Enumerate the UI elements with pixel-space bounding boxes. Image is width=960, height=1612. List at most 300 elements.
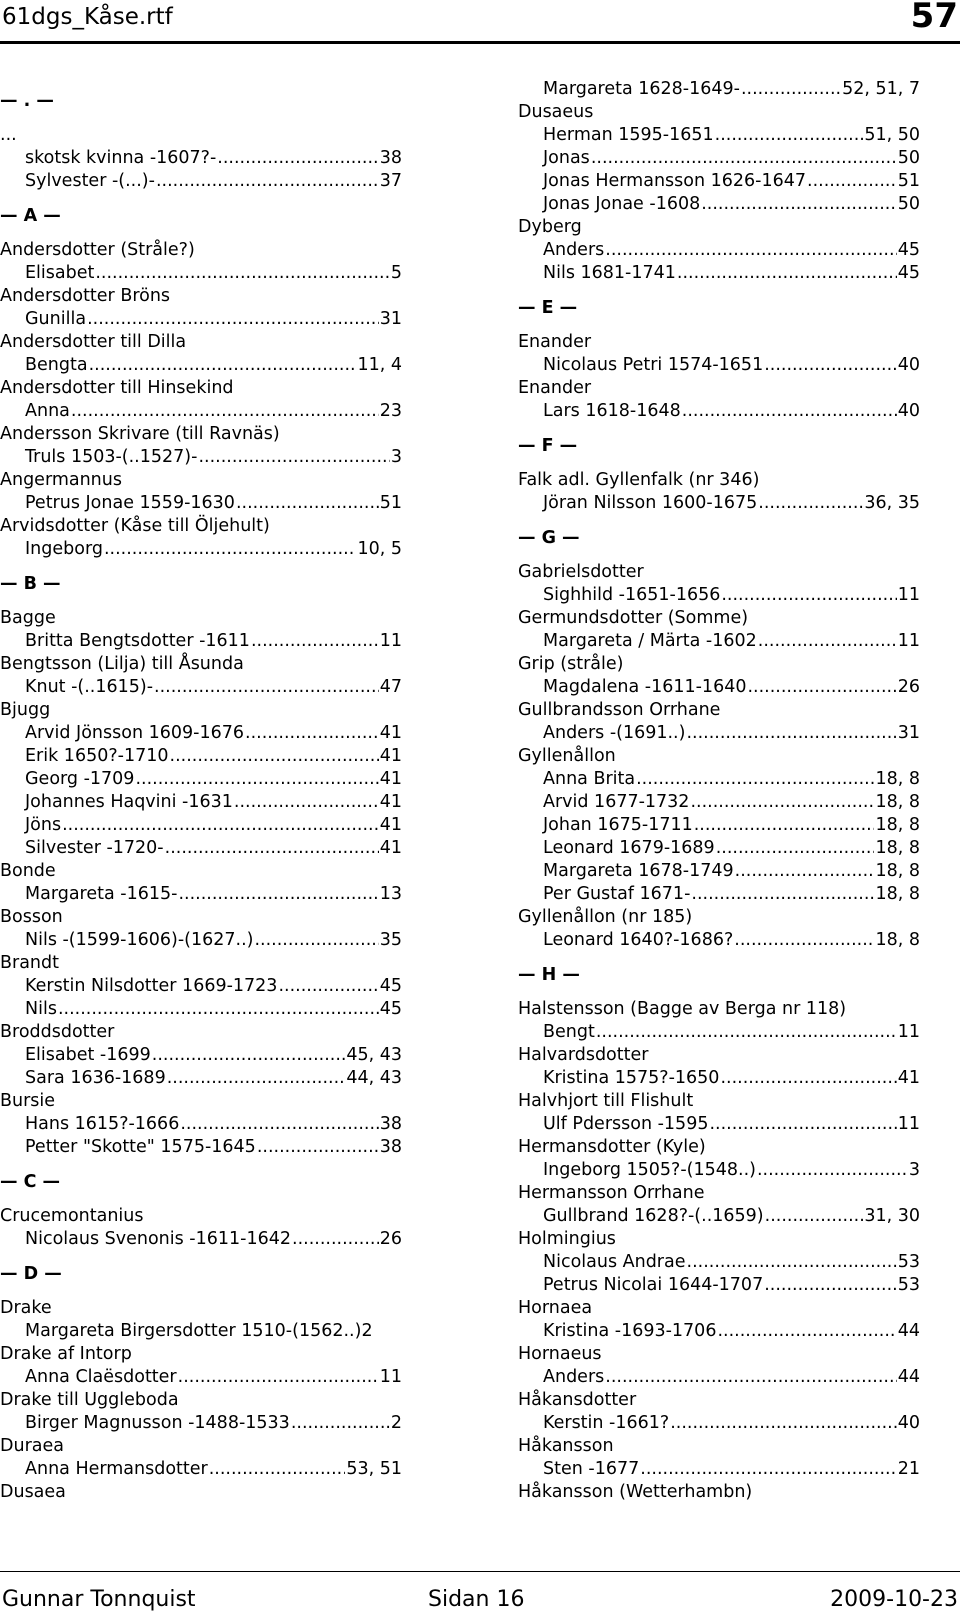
entry-pages: 11 (897, 585, 920, 605)
entry-pages: 35 (379, 930, 402, 950)
index-entry (0, 1412, 402, 1435)
entry-name: Bengt (543, 1022, 595, 1042)
entry-pages: 47 (379, 677, 402, 697)
entry-name: Johannes Haqvini -1631 (25, 792, 233, 812)
entry-name: Kristina 1575?-1650 (543, 1068, 720, 1088)
entry-name: Anna Hermansdotter (25, 1459, 208, 1479)
entry-pages: 31, 30 (864, 1206, 920, 1226)
entry-pages: 38 (379, 1137, 402, 1157)
entry-name: Hans 1615?-1666 (25, 1114, 180, 1134)
footer-date: 2009-10-23 (830, 1587, 958, 1612)
entry-pages: 52, 51, 7 (842, 79, 920, 99)
dot-leader (71, 400, 379, 423)
entry-name: Anders (543, 240, 605, 260)
entry-pages: 11 (897, 1022, 920, 1042)
surname-heading: Gabrielsdotter (518, 562, 644, 582)
dot-leader (209, 1458, 346, 1481)
entry-name: Herman 1595-1651 (543, 125, 714, 145)
page-footer (0, 1575, 960, 1611)
entry-name: Nicolaus Andrae (543, 1252, 686, 1272)
index-column-right (518, 78, 920, 1504)
dot-leader (686, 722, 896, 745)
entry-name: Bengta (25, 355, 88, 375)
dot-leader (257, 1136, 379, 1159)
surname-heading: Bjugg (0, 700, 51, 720)
index-entry (0, 1458, 402, 1481)
letter-heading: — C — (0, 1172, 61, 1192)
entry-pages: 38 (379, 148, 402, 168)
entry-pages: 45 (897, 240, 920, 260)
index-entry (518, 1113, 920, 1136)
index-entry (0, 768, 402, 791)
entry-pages: 18, 8 (875, 838, 920, 858)
entry-name: Silvester -1720- (25, 838, 164, 858)
entry-pages: 18, 8 (875, 930, 920, 950)
index-entry (518, 722, 920, 745)
surname-heading: Enander (518, 378, 592, 398)
index-entry (518, 78, 920, 101)
index-entry (0, 630, 402, 653)
index-entry (0, 814, 402, 837)
entry-pages: 40 (897, 1413, 920, 1433)
entry-name: Truls 1503-(..1527)- (25, 447, 198, 467)
dot-leader (236, 492, 379, 515)
footer-rule (0, 1571, 960, 1572)
surname-heading: Dyberg (518, 217, 582, 237)
surname-heading: Bosson (0, 907, 63, 927)
index-entry (0, 147, 402, 170)
index-entry (518, 1021, 920, 1044)
index-entry (0, 929, 402, 952)
surname-heading: Hornaeus (518, 1344, 602, 1364)
entry-name: Sten -1677 (543, 1459, 640, 1479)
page-number: 57 (910, 0, 958, 36)
entry-name: Margareta 1628-1649- (543, 79, 740, 99)
dot-leader (807, 170, 897, 193)
index-entry (518, 1274, 920, 1297)
index-entry (0, 1320, 402, 1343)
entry-pages: 41 (379, 723, 402, 743)
entry-name: Petrus Jonae 1559-1630 (25, 493, 235, 513)
entry-name: Nicolaus Svenonis -1611-1642 (25, 1229, 292, 1249)
dot-leader (735, 860, 875, 883)
entry-name: Margareta -1615- (25, 884, 178, 904)
index-entry (0, 1228, 402, 1251)
surname-heading: Bengtsson (Lilja) till Åsunda (0, 654, 244, 674)
index-entry (0, 837, 402, 860)
entry-pages: 11 (379, 631, 402, 651)
entry-pages: 41 (379, 815, 402, 835)
entry-pages: 11 (897, 1114, 920, 1134)
dot-leader (764, 1274, 897, 1297)
entry-pages: 45, 43 (346, 1045, 402, 1065)
index-entry (0, 400, 402, 423)
entry-name: Lars 1618-1648 (543, 401, 681, 421)
dot-leader (747, 676, 896, 699)
entry-name: Jonas (543, 148, 590, 168)
header-rule (0, 41, 960, 44)
dot-leader (245, 722, 379, 745)
entry-name: Per Gustaf 1671- (543, 884, 691, 904)
index-entry (0, 538, 402, 561)
entry-name: Georg -1709 (25, 769, 135, 789)
surname-heading: Håkansson (Wetterhambn) (518, 1482, 753, 1502)
entry-name: Arvid 1677-1732 (543, 792, 690, 812)
dot-leader (89, 354, 357, 377)
entry-pages: 44 (897, 1321, 920, 1341)
entry-name: Ulf Pdersson -1595 (543, 1114, 709, 1134)
dot-leader (715, 124, 864, 147)
surname-heading: Andersdotter (Stråle?) (0, 240, 195, 260)
entry-name: Kerstin -1661? (543, 1413, 670, 1433)
index-entry (518, 791, 920, 814)
surname-heading: Halvhjort till Flishult (518, 1091, 694, 1111)
surname-heading: Håkansdotter (518, 1390, 637, 1410)
dot-leader (720, 1067, 896, 1090)
index-entry (0, 745, 402, 768)
index-entry (0, 354, 402, 377)
entry-name: Anna Claësdotter (25, 1367, 177, 1387)
index-entry (518, 239, 920, 262)
entry-name: Anders -(1691..) (543, 723, 686, 743)
letter-heading: — H — (518, 965, 580, 985)
entry-pages: 41 (379, 769, 402, 789)
dot-leader (165, 837, 379, 860)
surname-heading: Drake (0, 1298, 52, 1318)
entry-name: Petrus Nicolai 1644-1707 (543, 1275, 764, 1295)
entry-name: Nils 1681-1741 (543, 263, 676, 283)
entry-name: Sylvester -(...)- (25, 171, 155, 191)
dot-leader (152, 1044, 346, 1067)
entry-pages: 41 (379, 838, 402, 858)
entry-pages: 18, 8 (875, 815, 920, 835)
entry-name: Britta Bengtsdotter -1611 (25, 631, 250, 651)
index-entry (518, 676, 920, 699)
dot-leader (716, 837, 875, 860)
index-entry (0, 1067, 402, 1090)
entry-pages: 2 (361, 1321, 373, 1341)
entry-name: Kerstin Nilsdotter 1669-1723 (25, 976, 278, 996)
surname-heading: Gyllenållon (nr 185) (518, 907, 693, 927)
surname-heading: Falk adl. Gyllenfalk (nr 346) (518, 470, 760, 490)
entry-name: Gunilla (25, 309, 87, 329)
index-entry (518, 1159, 920, 1182)
dot-leader (254, 929, 378, 952)
entry-pages: 37 (379, 171, 402, 191)
entry-pages: 18, 8 (875, 792, 920, 812)
index-entry (518, 170, 920, 193)
entry-pages: 36, 35 (864, 493, 920, 513)
index-entry (0, 1136, 402, 1159)
dot-leader (757, 1159, 908, 1182)
surname-heading: Halvardsdotter (518, 1045, 649, 1065)
entry-pages: 45 (379, 999, 402, 1019)
surname-heading: Bursie (0, 1091, 56, 1111)
page-header (0, 0, 960, 46)
index-entry (0, 1366, 402, 1389)
entry-name: Kristina -1693-1706 (543, 1321, 717, 1341)
dot-leader (135, 768, 378, 791)
entry-pages: 51, 50 (864, 125, 920, 145)
entry-name: Petter "Skotte" 1575-1645 (25, 1137, 256, 1157)
index-entry (518, 492, 920, 515)
entry-pages: 50 (897, 148, 920, 168)
dot-leader (62, 814, 379, 837)
index-entry (518, 768, 920, 791)
index-entry (518, 1067, 920, 1090)
dot-leader (765, 1205, 864, 1228)
entry-pages: 44 (897, 1367, 920, 1387)
surname-heading: Hornaea (518, 1298, 593, 1318)
dot-leader (701, 193, 896, 216)
entry-pages: 38 (379, 1114, 402, 1134)
entry-pages: 3 (908, 1160, 920, 1180)
entry-name: Knut -(..1615)- (25, 677, 154, 697)
surname-heading: Drake till Uggleboda (0, 1390, 179, 1410)
dot-leader (640, 1458, 896, 1481)
index-entry (518, 1366, 920, 1389)
entry-pages: 18, 8 (875, 884, 920, 904)
dot-leader (670, 1412, 897, 1435)
index-entry (0, 1044, 402, 1067)
entry-pages: 40 (897, 401, 920, 421)
entry-pages: 31 (379, 309, 402, 329)
dot-leader (180, 1113, 378, 1136)
entry-pages: 26 (897, 677, 920, 697)
entry-pages: 51 (379, 493, 402, 513)
dot-leader (58, 998, 379, 1021)
entry-pages: 18, 8 (875, 769, 920, 789)
entry-name: Elisabet -1699 (25, 1045, 151, 1065)
index-entry (0, 492, 402, 515)
entry-pages: 18, 8 (875, 861, 920, 881)
surname-heading: Dusaea (0, 1482, 66, 1502)
dot-leader (291, 1412, 390, 1435)
dot-leader (677, 262, 897, 285)
index-entry (0, 446, 402, 469)
surname-heading: Dusaeus (518, 102, 594, 122)
entry-pages: 3 (390, 447, 402, 467)
index-entry (518, 1251, 920, 1274)
entry-pages: 45 (379, 976, 402, 996)
entry-name: Johan 1675-1711 (543, 815, 693, 835)
index-entry (518, 1458, 920, 1481)
entry-pages: 40 (897, 355, 920, 375)
dot-leader (156, 170, 379, 193)
surname-heading: ... (0, 125, 17, 145)
letter-heading: — A — (0, 206, 61, 226)
surname-heading: Bagge (0, 608, 56, 628)
index-entry (518, 630, 920, 653)
entry-name: Ingeborg 1505?-(1548..) (543, 1160, 756, 1180)
dot-leader (691, 883, 874, 906)
entry-pages: 44, 43 (346, 1068, 402, 1088)
dot-leader (87, 308, 379, 331)
surname-heading: Duraea (0, 1436, 64, 1456)
entry-name: Magdalena -1611-1640 (543, 677, 747, 697)
dot-leader (217, 147, 378, 170)
entry-pages: 41 (379, 746, 402, 766)
letter-heading: — . — (0, 91, 54, 111)
index-entry (0, 170, 402, 193)
index-entry (518, 814, 920, 837)
dot-leader (758, 630, 897, 653)
index-entry (518, 837, 920, 860)
entry-pages: 11 (379, 1367, 402, 1387)
index-entry (518, 193, 920, 216)
dot-leader (687, 1251, 897, 1274)
entry-name: Nils (25, 999, 57, 1019)
dot-leader (167, 1067, 346, 1090)
dot-leader (764, 354, 897, 377)
document-filename: 61dgs_Kåse.rtf (2, 4, 173, 30)
footer-page-label: Sidan 16 (428, 1587, 525, 1612)
surname-heading: Gullbrandsson Orrhane (518, 700, 721, 720)
surname-heading: Drake af Intorp (0, 1344, 132, 1364)
surname-heading: Hermansson Orrhane (518, 1183, 705, 1203)
index-entry (518, 400, 920, 423)
index-entry (518, 860, 920, 883)
entry-name: Arvid Jönsson 1609-1676 (25, 723, 244, 743)
dot-leader (605, 239, 896, 262)
index-entry (0, 883, 402, 906)
entry-pages: 53 (897, 1275, 920, 1295)
index-entry (0, 308, 402, 331)
dot-leader (741, 78, 841, 101)
entry-pages: 26 (379, 1229, 402, 1249)
entry-name: skotsk kvinna -1607?- (25, 148, 217, 168)
surname-heading: Grip (stråle) (518, 654, 624, 674)
index-entry (518, 883, 920, 906)
entry-name: Leonard 1640?-1686? (543, 930, 734, 950)
dot-leader (154, 676, 379, 699)
letter-heading: — F — (518, 436, 578, 456)
dot-leader (198, 446, 389, 469)
surname-heading: Holmingius (518, 1229, 616, 1249)
dot-leader (636, 768, 874, 791)
dot-leader (278, 975, 378, 998)
index-entry (0, 998, 402, 1021)
dot-leader (709, 1113, 896, 1136)
surname-heading: Gyllenållon (518, 746, 616, 766)
entry-name: Jöns (25, 815, 62, 835)
entry-name: Sighhild -1651-1656 (543, 585, 721, 605)
dot-leader (682, 400, 897, 423)
index-entry (0, 262, 402, 285)
dot-leader (292, 1228, 379, 1251)
surname-heading: Andersson Skrivare (till Ravnäs) (0, 424, 280, 444)
dot-leader (591, 147, 897, 170)
entry-name: Margareta Birgersdotter 1510-(1562..) (25, 1321, 362, 1341)
index-entry (0, 676, 402, 699)
surname-heading: Bonde (0, 861, 56, 881)
entry-name: Jöran Nilsson 1600-1675 (543, 493, 758, 513)
entry-pages: 21 (897, 1459, 920, 1479)
surname-heading: Broddsdotter (0, 1022, 115, 1042)
entry-name: Anders (543, 1367, 605, 1387)
entry-name: Jonas Jonae -1608 (543, 194, 701, 214)
surname-heading: Andersdotter till Dilla (0, 332, 187, 352)
dot-leader (170, 745, 379, 768)
dot-leader (694, 814, 875, 837)
dot-leader (758, 492, 863, 515)
entry-pages: 23 (379, 401, 402, 421)
entry-name: Anna (25, 401, 70, 421)
surname-heading: Arvidsdotter (Kåse till Öljehult) (0, 516, 270, 536)
dot-leader (690, 791, 874, 814)
entry-name: Ingeborg (25, 539, 103, 559)
surname-heading: Germundsdotter (Somme) (518, 608, 749, 628)
surname-heading: Håkansson (518, 1436, 614, 1456)
letter-heading: — B — (0, 574, 61, 594)
dot-leader (234, 791, 379, 814)
index-entry (518, 584, 920, 607)
entry-name: Gullbrand 1628?-(..1659) (543, 1206, 764, 1226)
surname-heading: Brandt (0, 953, 59, 973)
entry-pages: 13 (379, 884, 402, 904)
dot-leader (251, 630, 379, 653)
index-entry (0, 791, 402, 814)
index-entry (0, 722, 402, 745)
entry-name: Jonas Hermansson 1626-1647 (543, 171, 807, 191)
entry-name: Erik 1650?-1710 (25, 746, 169, 766)
entry-name: Nicolaus Petri 1574-1651 (543, 355, 764, 375)
dot-leader (178, 883, 378, 906)
footer-author: Gunnar Tonnquist (2, 1587, 196, 1612)
index-column-left (0, 78, 402, 1504)
letter-heading: — G — (518, 528, 580, 548)
surname-heading: Andersdotter Bröns (0, 286, 171, 306)
index-entry (518, 124, 920, 147)
entry-pages: 31 (897, 723, 920, 743)
entry-pages: 53 (897, 1252, 920, 1272)
entry-pages: 50 (897, 194, 920, 214)
entry-name: Leonard 1679-1689 (543, 838, 715, 858)
index-entry (518, 1412, 920, 1435)
index-entry (0, 975, 402, 998)
dot-leader (104, 538, 357, 561)
dot-leader (596, 1021, 897, 1044)
index-entry (518, 1320, 920, 1343)
entry-name: Birger Magnusson -1488-1533 (25, 1413, 290, 1433)
entry-pages: 41 (897, 1068, 920, 1088)
index-entry (0, 1113, 402, 1136)
surname-heading: Andersdotter till Hinsekind (0, 378, 234, 398)
entry-pages: 51 (897, 171, 920, 191)
entry-pages: 5 (390, 263, 402, 283)
index-entry (518, 262, 920, 285)
surname-heading: Crucemontanius (0, 1206, 144, 1226)
entry-name: Anna Brita (543, 769, 636, 789)
dot-leader (178, 1366, 379, 1389)
surname-heading: Halstensson (Bagge av Berga nr 118) (518, 999, 847, 1019)
index-entry (518, 929, 920, 952)
letter-heading: — E — (518, 298, 578, 318)
dot-leader (721, 584, 896, 607)
entry-pages: 10, 5 (357, 539, 402, 559)
surname-heading: Angermannus (0, 470, 122, 490)
entry-name: Margareta 1678-1749 (543, 861, 734, 881)
dot-leader (734, 929, 874, 952)
entry-name: Elisabet (25, 263, 95, 283)
dot-leader (95, 262, 390, 285)
entry-pages: 45 (897, 263, 920, 283)
index-entry (518, 1205, 920, 1228)
index-entry (518, 147, 920, 170)
index-entry (518, 354, 920, 377)
entry-pages: 11 (897, 631, 920, 651)
entry-name: Margareta / Märta -1602 (543, 631, 757, 651)
